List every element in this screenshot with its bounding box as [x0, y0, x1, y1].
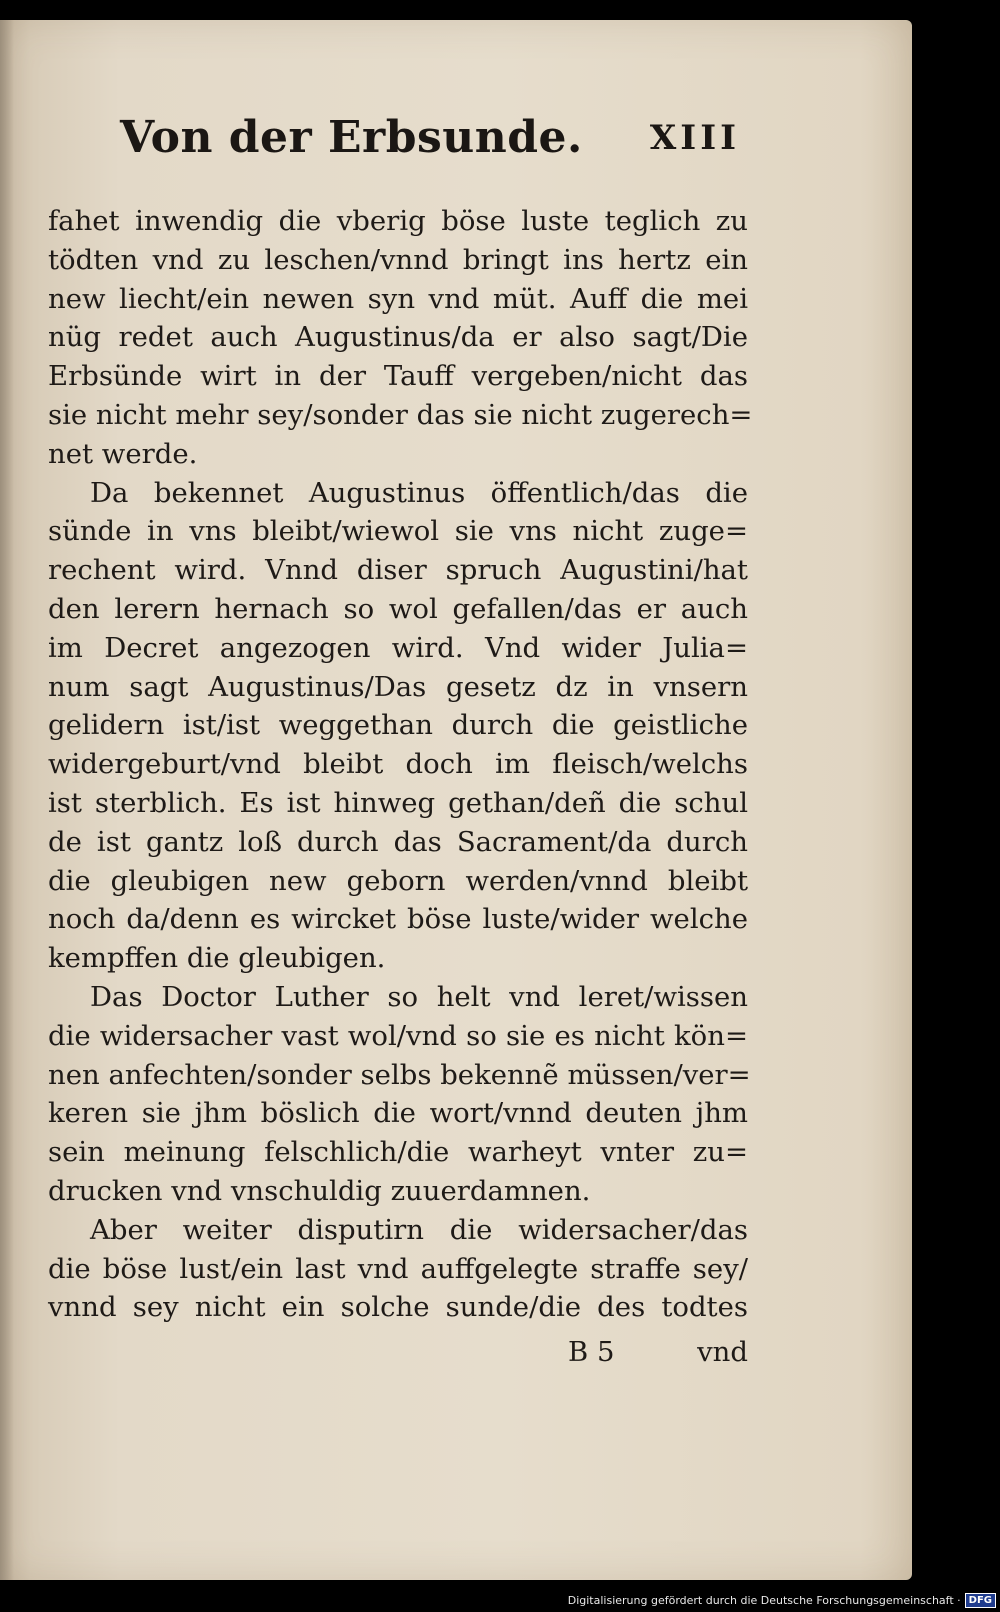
text-line: sünde in vns bleibt/wiewol sie vns nicht zuge= [48, 515, 748, 548]
funding-notice: Digitalisierung gefördert durch die Deutsche Forschungsgemeinschaft · [567, 1593, 961, 1607]
book-page [0, 20, 912, 1580]
text-line: die widersacher vast wol/vnd so sie es nicht kön= [48, 1019, 748, 1052]
text-line: Erbsünde wirt in der Tauff vergeben/nicht das [48, 360, 748, 393]
text-line: de ist gantz loß durch das Sacrament/da durch [48, 825, 748, 858]
text-line: fahet inwendig die vberig böse luste teglich zu [48, 205, 748, 237]
signature-mark: B 5 [568, 1336, 615, 1368]
text-line: num sagt Augustinus/Das gesetz dz in vnsern [48, 670, 748, 703]
text-line: ist sterblich. Es ist hinweg gethan/deñ die schul [48, 786, 748, 819]
paragraph-start-line: Aber weiter disputirn die widersacher/das [90, 1213, 748, 1246]
text-line: new liecht/ein newen syn vnd müt. Auff die mei [48, 282, 748, 315]
funding-footer [568, 1591, 996, 1609]
text-line: gelidern ist/ist weggethan durch die geistliche [48, 709, 748, 742]
catchline [48, 1336, 748, 1376]
text-line: kempffen die gleubigen. [48, 942, 386, 975]
text-line: widergeburt/vnd bleibt doch im fleisch/welchs [48, 748, 748, 781]
text-line: net werde. [48, 437, 198, 470]
running-title: Von der Erbsunde. [120, 112, 583, 163]
catchword: vnd [697, 1336, 748, 1368]
text-line: drucken vnd vnschuldig zuuerdamnen. [48, 1174, 591, 1207]
page-gutter-shadow [0, 20, 14, 1580]
paragraph-start-line: Das Doctor Luther so helt vnd leret/wissen [90, 980, 748, 1013]
text-line: sein meinung felschlich/die warheyt vnter zu= [48, 1136, 748, 1169]
text-line: noch da/denn es wircket böse luste/wider welche [48, 903, 748, 936]
text-line: vnnd sey nicht ein solche sunde/die des todtes [48, 1291, 748, 1324]
paragraph-start-line: Da bekennet Augustinus öffentlich/das die [90, 476, 748, 509]
text-line: die böse lust/ein last vnd auffgelegte straffe sey/ [48, 1252, 748, 1285]
text-line: tödten vnd zu leschen/vnnd bringt ins hertz ein [48, 243, 748, 276]
text-line: sie nicht mehr sey/sonder das sie nicht zugerech= [48, 398, 753, 431]
text-line: die gleubigen new geborn werden/vnnd bleibt [48, 864, 748, 897]
body-text [48, 202, 753, 1327]
text-line: im Decret angezogen wird. Vnd wider Julia= [48, 631, 748, 664]
dfg-logo: DFG [965, 1593, 996, 1608]
text-line: rechent wird. Vnnd diser spruch Augustini/hat [48, 554, 748, 587]
folio-number: XIII [649, 118, 740, 158]
text-line: den lerern hernach so wol gefallen/das er auch [48, 592, 748, 625]
text-line: keren sie jhm böslich die wort/vnnd deuten jhm [48, 1097, 748, 1130]
running-header [120, 112, 740, 182]
text-line: nen anfechten/sonder selbs bekennẽ müssen/ver= [48, 1058, 751, 1091]
text-line: nüg redet auch Augustinus/da er also sagt/Die [48, 321, 748, 354]
